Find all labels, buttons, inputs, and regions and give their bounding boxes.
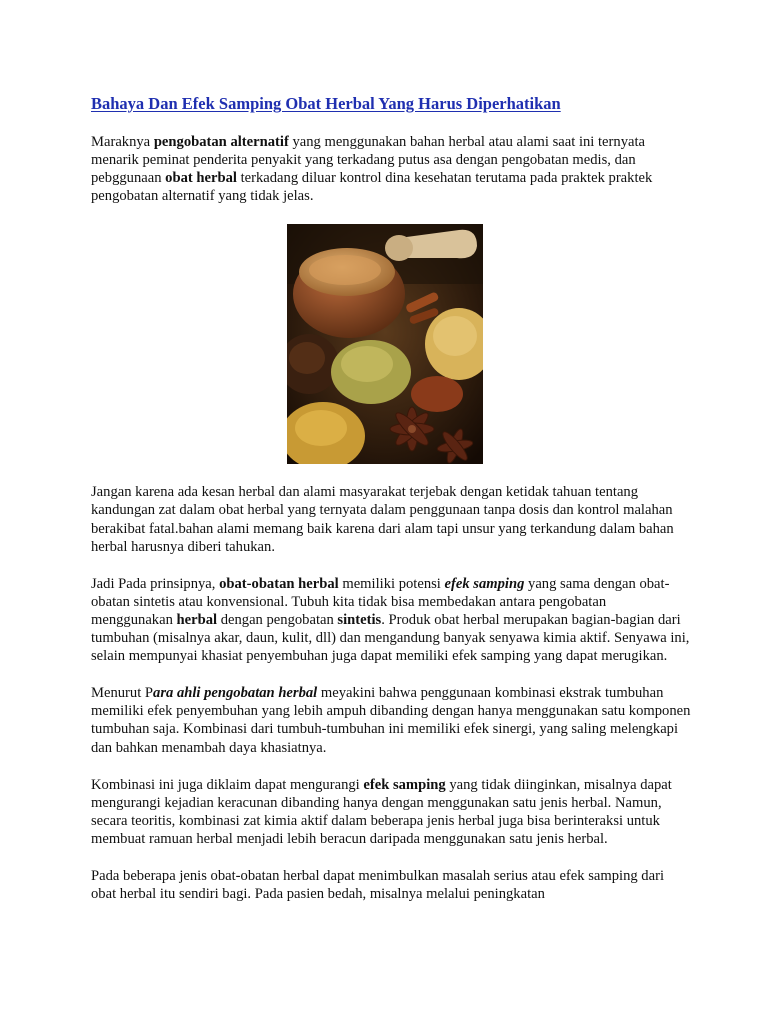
article-title[interactable]: Bahaya Dan Efek Samping Obat Herbal Yang Harus Diperhatikan (91, 94, 561, 113)
text: memiliki potensi (338, 575, 445, 592)
bold-italic-term: ara ahli pengobatan herbal (153, 685, 318, 702)
paragraph-intro (91, 133, 691, 205)
paragraph-6: Pada beberapa jenis obat-obatan herbal dapat menimbulkan masalah serius atau efek samping dari obat herbal itu sendiri bagi. Pada pasien bedah, misalnya melalui peningkatan (91, 867, 664, 903)
text: Menurut P (91, 685, 154, 702)
herbal-spices-photo-icon (287, 224, 483, 464)
paragraph-2: Jangan karena ada kesan herbal dan alami masyarakat terjebak dengan ketidak tahuan tentang kandungan zat dalam obat herbal yang ternyata dalam penggunaan tanpa dosis dan kontrol malahan berakibat fatal.bahan alami memang baik karena dari alam tapi unsur yang terkandung dalam bahan herbal harusnya diberi tahukan. (91, 484, 674, 555)
article-body (91, 93, 691, 922)
text: meyakini bahwa penggunaan kombinasi ekstrak tumbuhan memiliki efek penyembuhan yang lebih ampuh dibanding dengan hanya menggunakan satu komponen tumbuhan saja. Kombinasi dari tumbuh-tumbuhan ini memiliki efek sinergi, yang saling melengkapi dan bahkan menambah daya khasiatnya. (91, 685, 691, 756)
text: yang menggunakan bahan herbal atau alami saat ini ternyata menarik peminat penderita penyakit yang terkadang putus asa dengan pengobatan medis, dan pebggunaan (91, 134, 645, 187)
text: Maraknya (91, 134, 154, 150)
text: dengan pengobatan (217, 611, 338, 628)
text: yang sama dengan obat-obatan sintetis atau konvensional. Tubuh kita tidak bisa membedakan antara pengobatan menggunakan (91, 575, 670, 628)
paragraph-4 (91, 684, 691, 756)
bold-term: efek samping (363, 776, 446, 793)
text: Jadi Pada prinsipnya, (91, 575, 220, 592)
text: terkadang diluar kontrol dina kesehatan terutama pada praktek praktek pengobatan alternatif yang tidak jelas. (91, 170, 653, 205)
bold-term: herbal (176, 611, 218, 628)
paragraph-3 (91, 575, 691, 665)
text: yang tidak diinginkan, misalnya dapat mengurangi kejadian keracunan dibanding hanya dengan menggunakan satu jenis herbal. Namun, secara teoritis, kombinasi zat kimia aktif dalam beberapa jenis herbal juga bisa berinteraksi untuk membuat ramuan herbal menjadi lebih beracun daripada menggunakan satu jenis herbal. (91, 776, 672, 847)
text: Kombinasi ini juga diklaim dapat mengurangi (91, 776, 364, 793)
bold-term: obat-obatan herbal (219, 575, 339, 592)
bold-term: pengobatan alternatif (153, 134, 289, 150)
text: . Produk obat herbal merupakan bagian-bagian dari tumbuhan (misalnya akar, daun, kulit, dll) dan mengandung banyak senyawa kimia aktif. Senyawa ini, selain mempunyai khasiat penyembuhan juga dapat memiliki efek samping yang dapat merugikan. (91, 611, 690, 665)
bold-term: obat herbal (165, 170, 237, 187)
herbal-spices-image (287, 224, 483, 464)
bold-italic-term: efek samping (444, 575, 525, 592)
bold-term: sintetis (337, 611, 382, 628)
paragraph-5 (91, 776, 691, 848)
